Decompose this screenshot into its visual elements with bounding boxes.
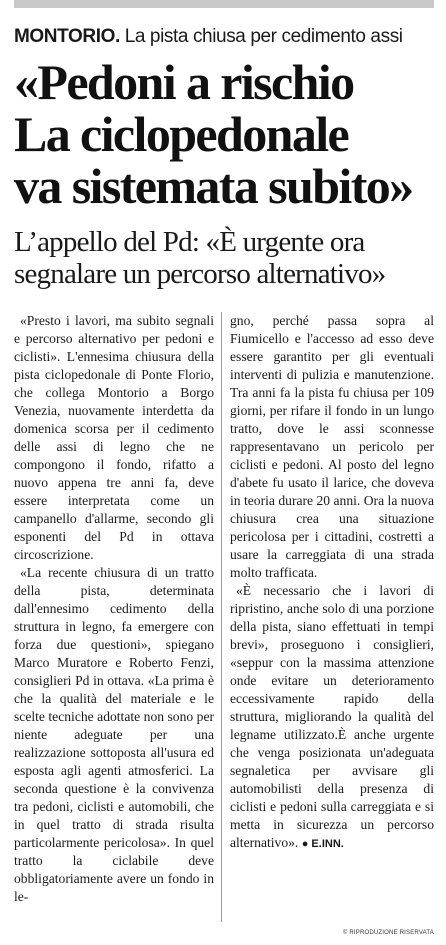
author-signature: ● E.INN. xyxy=(301,838,344,850)
copyright-notice: © RIPRODUZIONE RISERVATA xyxy=(342,930,434,936)
kicker xyxy=(14,26,439,48)
headline xyxy=(14,56,444,212)
headline-line-3: va sistemata subito» xyxy=(14,158,413,214)
deck-line-1: L’appello del Pd: «È urgente ora xyxy=(14,226,365,258)
kicker-place: MONTORIO. xyxy=(14,26,120,47)
paragraph-4-text: «È necessario che i lavori di ripristino, anche solo di una porzione della pista, siano effettuati in tempi brevi», proseguono i consiglieri, «seppur con la massima attenzione onde evitare un deterioramento eccessivamente rapido della struttura, migliorando la qualità del legname utilizzato.È anche urgente che venga posizionata un'adeguata segnaletica per avvisare gli automobilisti della presenza di ciclisti e pedoni sulla carreggiata e si metta in sicurezza un percorso alternativo». xyxy=(230,583,434,850)
kicker-text: La pista chiusa per cedimento assi xyxy=(124,26,403,47)
headline-line-1: «Pedoni a rischio xyxy=(14,54,354,110)
header-rule xyxy=(14,0,434,8)
article-column-right xyxy=(230,312,434,853)
paragraph-3: gno, perché passa sopra al Fiumicello e l'accesso ad esso deve essere garantito per gli eventuali interventi di pulizia e manutenzione. Tra anni fa la pista fu chiusa per 109 giorni, per rifare il fondo in un lungo tratto, dove le assi sconnesse rappresentavano un pericolo per ciclisti e pedoni. Al posto del legno d'abete fu usato il larice, che doveva in teoria durare 20 anni. Ora la nuova chiusura crea una situazione pericolosa per i cittadini, costretti a usare la carreggiata di una strada molto trafficata. xyxy=(230,313,434,580)
paragraph-1: «Presto i lavori, ma subito segnali e percorso alternativo per pedoni e ciclisti». L'ennesima chiusura della pista ciclopedonale di Ponte Florio, che collega Montorio a Borgo Venezia, nuovamente interdetta da domenica scorsa per il cedimento delle assi di legno che ne compongono il fondo, rifatto a nuovo appena tre anni fa, deve essere interpretata come un campanello d'allarme, secondo gli esponenti del Pd in ottava circoscrizione. xyxy=(14,313,214,562)
deck xyxy=(14,226,444,290)
article-column-left xyxy=(14,312,214,906)
column-divider xyxy=(221,312,222,922)
headline-line-2: La ciclopedonale xyxy=(14,106,349,162)
paragraph-2: «La recente chiusura di un tratto della pista, determinata dall'ennesimo cedimento della struttura in legno, fa emergere con forza due questioni», spiegano Marco Muratore e Roberto Fenzi, consiglieri Pd in ottava. «La prima è che la qualità del materiale e le scelte tecniche adottate non sono per niente adeguate per una realizzazione sottoposta all'usura ed esposta agli agenti atmosferici. La seconda questione è la convivenza tra pedoni, ciclisti e automobili, che in quel tratto di strada risulta particolarmente pericolosa». In quel tratto la ciclabile deve obbligatoriamente avere un fondo in le- xyxy=(14,565,214,904)
deck-line-2: segnalare un percorso alternativo» xyxy=(14,258,386,290)
paragraph-4 xyxy=(230,582,434,853)
